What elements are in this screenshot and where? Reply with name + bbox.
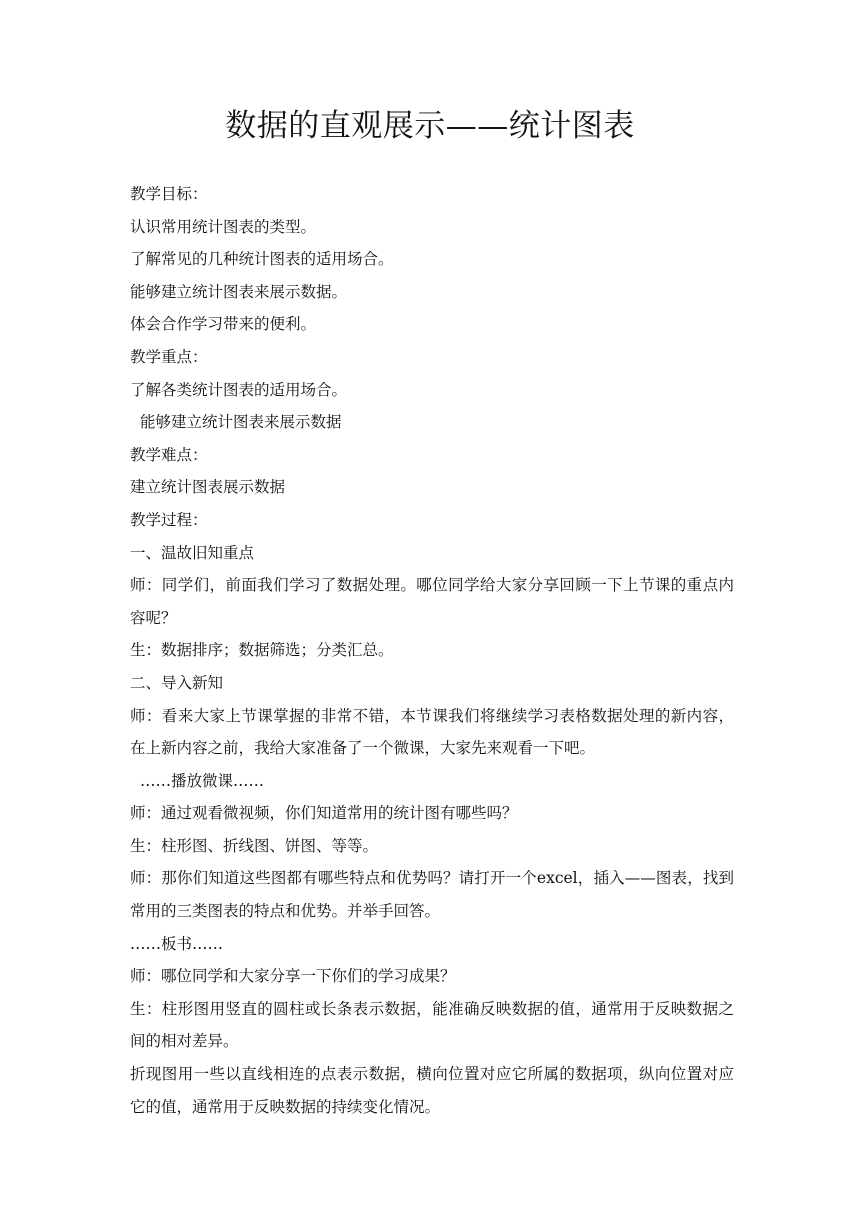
stage-direction: ……播放微课…… — [140, 771, 265, 790]
heading-key-points: 教学重点： — [130, 347, 208, 366]
difficulty-item: 建立统计图表展示数据 — [130, 478, 286, 497]
dialogue-paragraph: 师：通过观看微视频，你们知道常用的统计图有哪些吗？ — [130, 804, 518, 823]
objective-item: 认识常用统计图表的类型。 — [130, 217, 317, 236]
document-title: 数据的直观展示——统计图表 — [225, 108, 635, 144]
section-heading: 一、温故旧知重点 — [130, 543, 255, 562]
dialogue-paragraph: 生：柱形图、折线图、饼图、等等。 — [130, 836, 379, 855]
dialogue-paragraph: 生：数据排序；数据筛选；分类汇总。 — [130, 641, 394, 660]
heading-objectives: 教学目标： — [130, 185, 208, 203]
objective-item: 了解常见的几种统计图表的适用场合。 — [130, 250, 394, 269]
document-body — [130, 178, 734, 1123]
heading-process: 教学过程： — [130, 510, 208, 529]
dialogue-paragraph: 师：哪位同学和大家分享一下你们的学习成果？ — [130, 967, 456, 986]
stage-direction: ……板书…… — [130, 934, 224, 953]
key-point-item: 能够建立统计图表来展示数据 — [140, 413, 342, 432]
dialogue-paragraph: 师：那你们知道这些图都有哪些特点和优势吗？请打开一个excel，插入——图表，找到常用的三类图表的特点和优势。并举手回答。 — [130, 869, 734, 921]
section-heading: 二、导入新知 — [130, 673, 224, 692]
objective-item: 体会合作学习带来的便利。 — [130, 315, 317, 334]
dialogue-paragraph: 师：同学们，前面我们学习了数据处理。哪位同学给大家分享回顾一下上节课的重点内容呢？ — [130, 576, 734, 627]
dialogue-paragraph: 折现图用一些以直线相连的点表示数据，横向位置对应它所属的数据项，纵向位置对应它的值，通常用于反映数据的持续变化情况。 — [130, 1065, 734, 1116]
objective-item: 能够建立统计图表来展示数据。 — [130, 282, 348, 301]
key-point-item: 了解各类统计图表的适用场合。 — [130, 380, 348, 399]
dialogue-paragraph: 生：柱形图用竖直的圆柱或长条表示数据，能准确反映数据的值，通常用于反映数据之间的相对差异。 — [130, 999, 734, 1051]
heading-difficulties: 教学难点： — [130, 445, 208, 464]
dialogue-paragraph: 师：看来大家上节课掌握的非常不错，本节课我们将继续学习表格数据处理的新内容，在上新内容之前，我给大家准备了一个微课，大家先来观看一下吧。 — [130, 706, 734, 758]
